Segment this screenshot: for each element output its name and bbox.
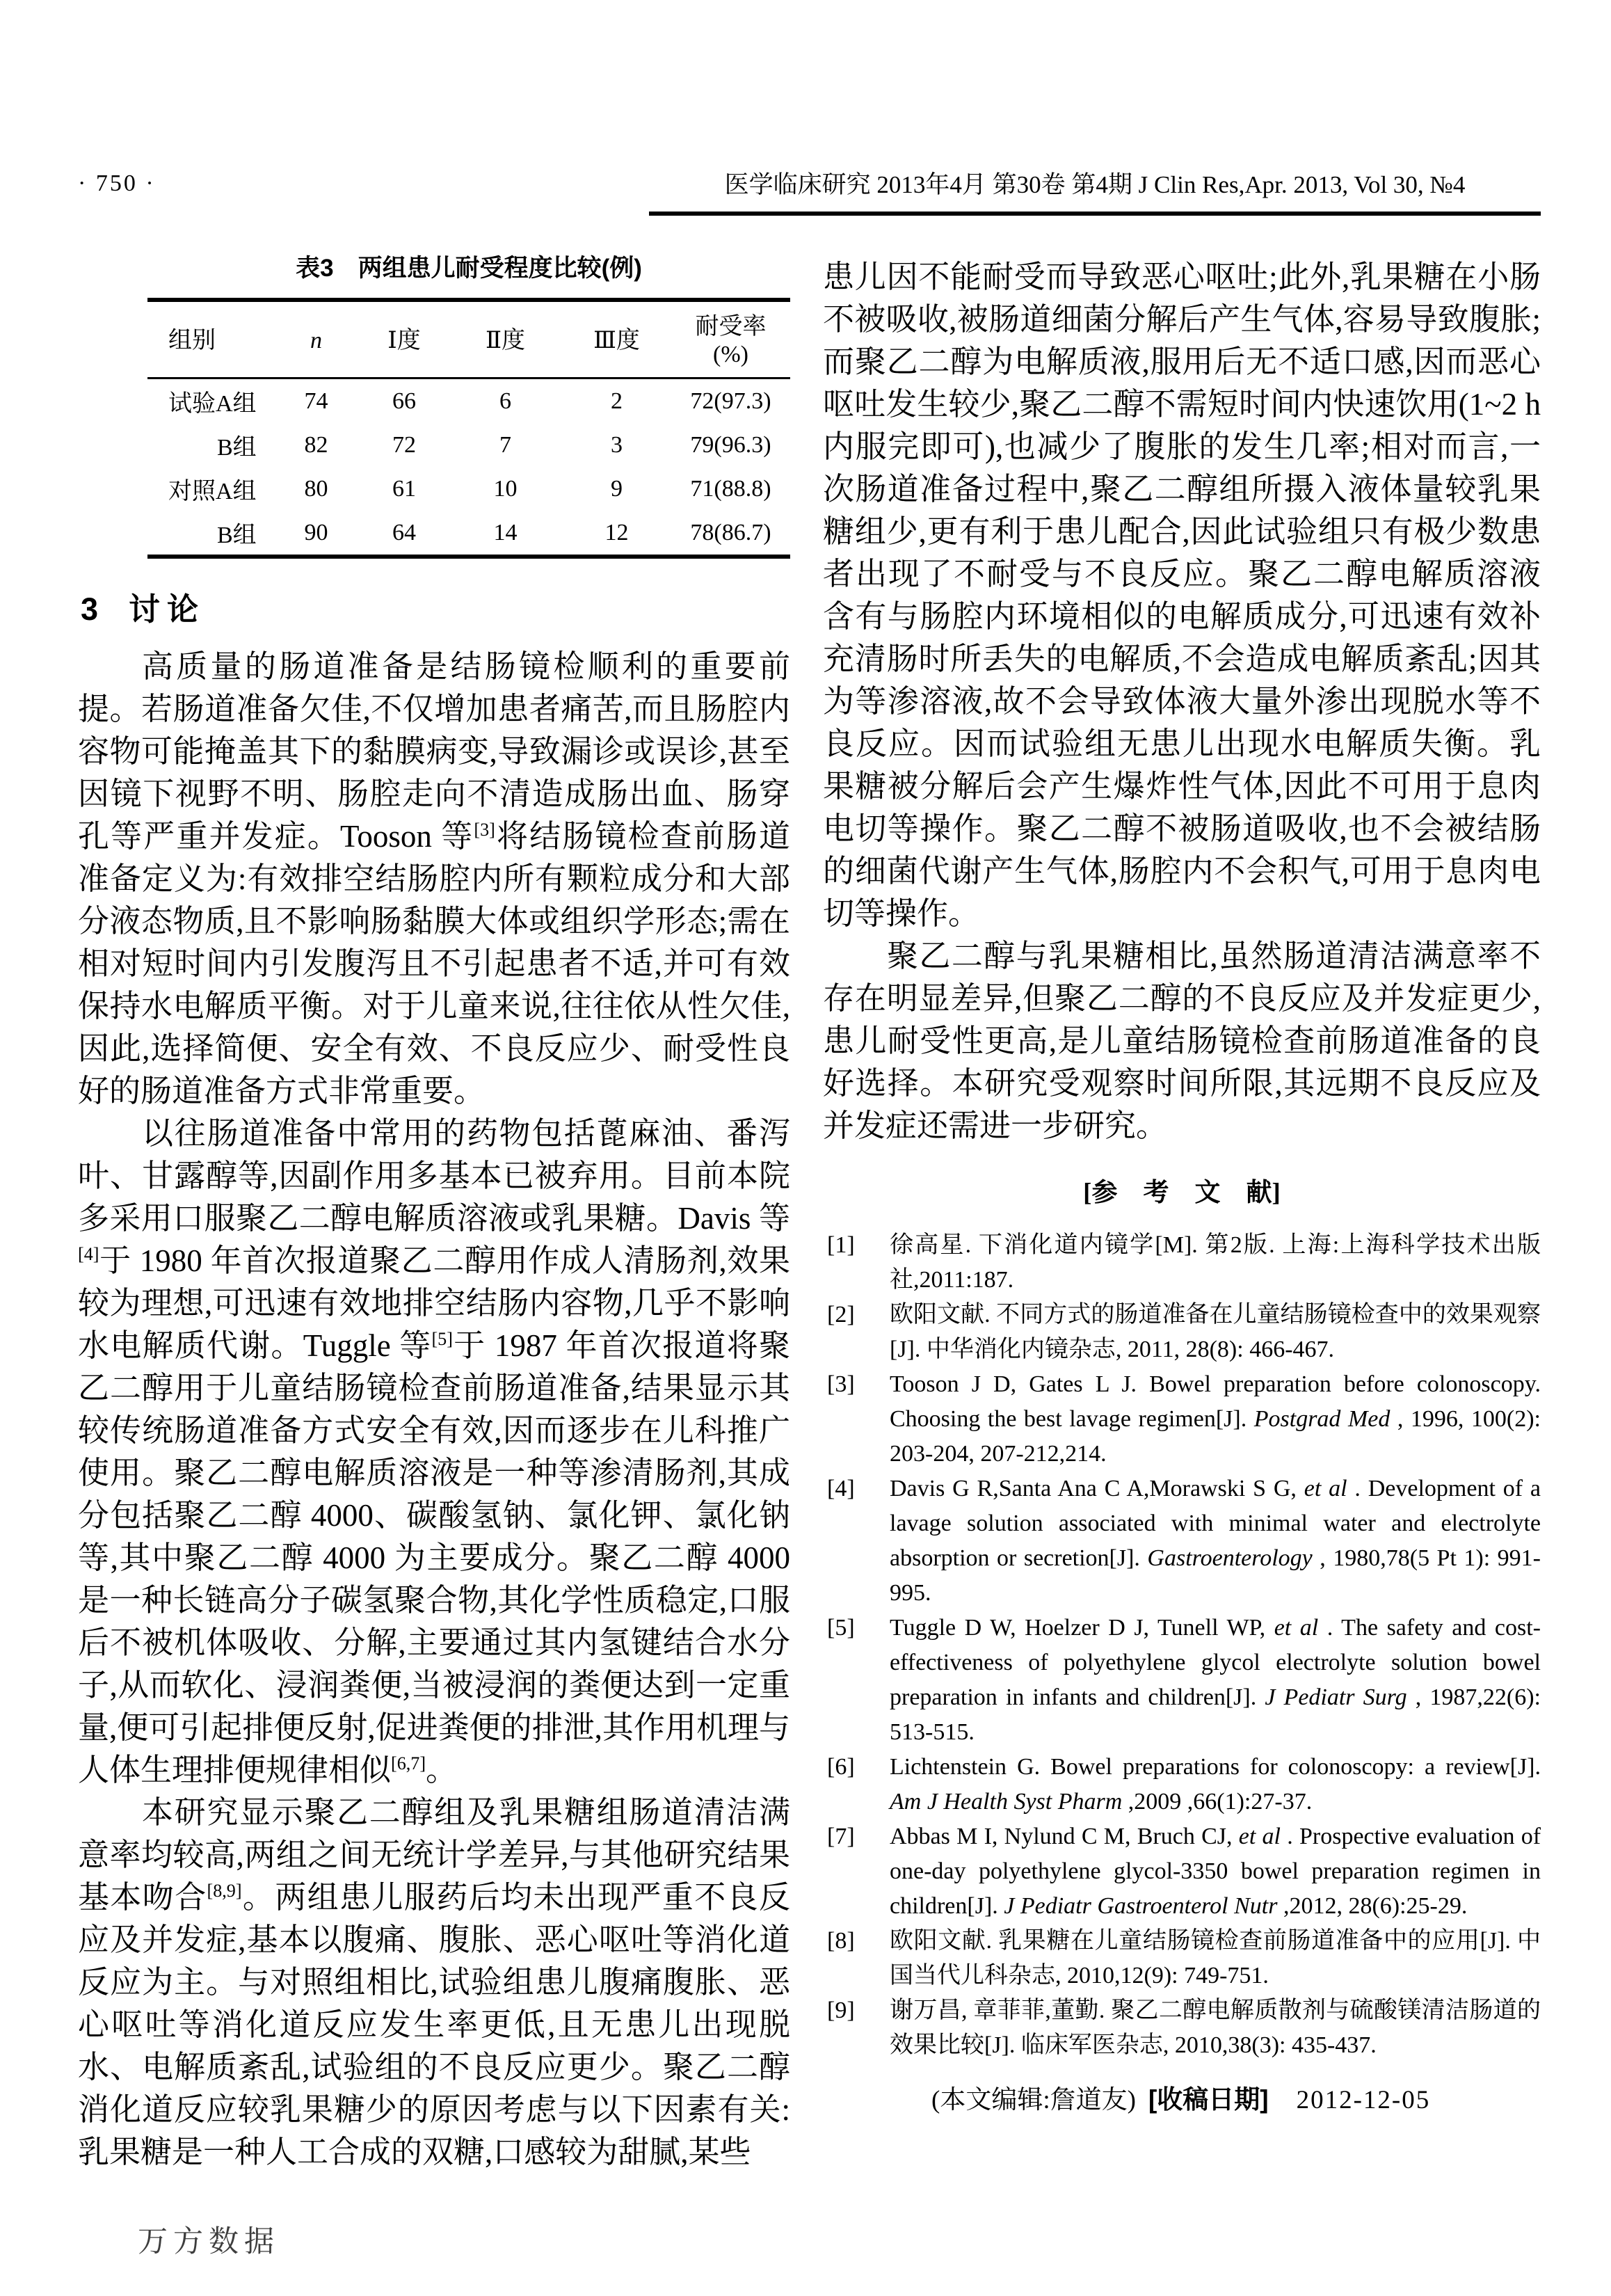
- table3-block: [147, 249, 790, 559]
- row-group-label: B组: [217, 435, 257, 461]
- italic-text: et al: [1274, 1615, 1319, 1641]
- table3-body: [147, 378, 790, 557]
- table-cell-value: 14: [493, 519, 518, 545]
- reference-text: Davis G R,Santa Ana C A,Morawski S G, et al . Development of a lavage solution associated with minimal water and electrolyte absorption or secretion[J]. Gastroenterology , 1980,78(5 Pt 1): 991-995.: [890, 1476, 1541, 1606]
- table3-col-header: Ⅲ度: [562, 300, 671, 378]
- section-heading: [81, 584, 790, 629]
- table-cell-value: 10: [493, 475, 518, 502]
- table-row: [147, 467, 790, 511]
- italic-text: Postgrad Med: [1253, 1406, 1390, 1432]
- table-cell-value: 79(96.3): [690, 431, 771, 458]
- table-cell-value: 72(97.3): [690, 388, 771, 414]
- table-cell-value: 64: [392, 519, 416, 545]
- table-cell-value: 74: [304, 388, 328, 414]
- table3-caption: 表3 两组患儿耐受程度比较(例): [296, 255, 642, 282]
- italic-text: et al: [1304, 1476, 1347, 1501]
- table3-header-row: [147, 300, 790, 378]
- table3-col-header: 耐受率 (%): [671, 300, 790, 378]
- table-row: [147, 511, 790, 557]
- reference-number: [1]: [827, 1232, 855, 1258]
- italic-text: Gastroenterology: [1147, 1545, 1313, 1571]
- table3-header: [147, 300, 790, 378]
- table-cell-value: 66: [392, 388, 416, 414]
- table-cell-value: 7: [499, 431, 511, 458]
- right-column: [823, 256, 1541, 2116]
- reference-item: [823, 1367, 1541, 1472]
- reference-item: [823, 1993, 1541, 2063]
- citation-superscript: [5]: [431, 1329, 453, 1349]
- table-cell-value: 2: [611, 388, 623, 414]
- received-date-label: [收稿日期]: [1148, 2085, 1269, 2114]
- reference-text: 欧阳文献. 乳果糖在儿童结肠镜检查前肠道准备中的应用[J]. 中国当代儿科杂志, 2010,12(9): 749-751.: [890, 1928, 1541, 1988]
- table-cell-value: 9: [611, 475, 623, 502]
- reference-item: [823, 1750, 1541, 1819]
- left-paragraphs: [78, 646, 790, 2174]
- table-cell-value: 82: [304, 431, 328, 458]
- table-row: [147, 423, 790, 467]
- italic-text: Am J Health Syst Pharm: [890, 1789, 1123, 1815]
- paragraph: 以往肠道准备中常用的药物包括蓖麻油、番泻叶、甘露醇等,因副作用多基本已被弃用。目前本院多采用口服聚乙二醇电解质溶液或乳果糖。Davis 等[4]于 1980 年首次报道聚乙二醇用作成人清肠剂,效果较为理想,可迅速有效地排空结肠内容物,几乎不影响水电解质代谢。Tuggle 等[5]于 1987 年首次报道将聚乙二醇用于儿童结肠镜检查前肠道准备,结果显示其较传统肠道准备方式安全有效,因而逐步在儿科推广使用。聚乙二醇电解质溶液是一种等渗清肠剂,其成分包括聚乙二醇 4000、碳酸氢钠、氯化钾、氯化钠等,其中聚乙二醇 4000 为主要成分。聚乙二醇 4000 是一种长链高分子碳氢聚合物,其化学性质稳定,口服后不被机体吸收、分解,主要通过其内氢键结合水分子,从而软化、浸润粪便,当被浸润的粪便达到一定重量,便可引起排便反射,促进粪便的排泄,其作用机理与人体生理排便规律相似[6,7]。: [78, 1116, 790, 1787]
- watermark-wanfang: 万方数据: [138, 2226, 280, 2258]
- reference-item: [823, 1298, 1541, 1367]
- reference-text: Tooson J D, Gates L J. Bowel preparation before colonoscopy. Choosing the best lavage regimen[J]. Postgrad Med , 1996, 100(2): 203-204, 207-212,214.: [890, 1371, 1541, 1467]
- citation-superscript: [3]: [474, 820, 495, 840]
- italic-text: J Pediatr Surg: [1265, 1684, 1407, 1710]
- table3-col-header: Ⅰ度: [360, 300, 449, 378]
- citation-superscript: [6,7]: [391, 1753, 426, 1773]
- right-paragraphs: [823, 256, 1541, 1147]
- paragraph: 聚乙二醇与乳果糖相比,虽然肠道清洁满意率不存在明显差异,但聚乙二醇的不良反应及并发症更少,患儿耐受性更高,是儿童结肠镜检查前肠道准备的良好选择。本研究受观察时间所限,其远期不良反应及并发症还需进一步研究。: [823, 939, 1541, 1143]
- citation-superscript: [4]: [78, 1244, 99, 1264]
- reference-item: [823, 1819, 1541, 1924]
- table-cell-value: 3: [611, 431, 623, 458]
- table-cell-value: 12: [604, 519, 629, 545]
- citation-superscript: [8,9]: [207, 1881, 242, 1901]
- table-cell-value: 61: [392, 475, 416, 502]
- page-number: · 750 ·: [78, 170, 156, 196]
- reference-number: [2]: [827, 1302, 855, 1328]
- reference-item: [823, 1472, 1541, 1611]
- row-group-label: 试验A组: [168, 391, 257, 417]
- reference-number: [3]: [827, 1371, 855, 1397]
- references-list: [823, 1228, 1541, 2063]
- reference-number: [5]: [827, 1615, 855, 1641]
- left-column: [78, 245, 790, 2174]
- reference-number: [7]: [827, 1824, 855, 1849]
- reference-number: [6]: [827, 1754, 855, 1780]
- editor-note: (本文编辑:詹道友): [931, 2086, 1136, 2114]
- italic-text: J Pediatr Gastroenterol Nutr: [1004, 1893, 1278, 1919]
- table-cell-value: 72: [392, 431, 416, 458]
- editor-footer: [823, 2078, 1541, 2116]
- paragraph: 本研究显示聚乙二醇组及乳果糖组肠道清洁满意率均较高,两组之间无统计学差异,与其他研究结果基本吻合[8,9]。两组患儿服药后均未出现严重不良反应及并发症,基本以腹痛、腹胀、恶心呕吐等消化道反应为主。与对照组相比,试验组患儿腹痛腹胀、恶心呕吐等消化道反应发生率更低,且无患儿出现脱水、电解质紊乱,试验组的不良反应更少。聚乙二醇消化道反应较乳果糖少的原因考虑与以下因素有关:乳果糖是一种人工合成的双糖,口感较为甜腻,某些: [78, 1795, 790, 2169]
- row-group-label: 对照A组: [168, 479, 257, 504]
- paragraph: 高质量的肠道准备是结肠镜检顺利的重要前提。若肠道准备欠佳,不仅增加患者痛苦,而且肠腔内容物可能掩盖其下的黏膜病变,导致漏诊或误诊,甚至因镜下视野不明、肠腔走向不清造成肠出血、肠穿孔等严重并发症。Tooson 等[3]将结肠镜检查前肠道准备定义为:有效排空结肠腔内所有颗粒成分和大部分液态物质,且不影响肠黏膜大体或组织学形态;需在相对短时间内引发腹泻且不引起患者不适,并可有效保持水电解质平衡。对于儿童来说,往往依从性欠佳,因此,选择简便、安全有效、不良反应少、耐受性良好的肠道准备方式非常重要。: [78, 649, 790, 1108]
- references-title: [参 考 文 献]: [1083, 1179, 1281, 1207]
- table3-col-header: 组别: [147, 300, 273, 378]
- table3: [147, 298, 790, 559]
- reference-text: 谢万昌, 章菲菲,董勤. 聚乙二醇电解质散剂与硫酸镁清洁肠道的效果比较[J]. 临床军医杂志, 2010,38(3): 435-437.: [890, 1998, 1541, 2058]
- table3-col-header: n: [273, 300, 360, 378]
- paragraph: 患儿因不能耐受而导致恶心呕吐;此外,乳果糖在小肠不被吸收,被肠道细菌分解后产生气体,容易导致腹胀;而聚乙二醇为电解质液,服用后无不适口感,因而恶心呕吐发生较少,聚乙二醇不需短时间内快速饮用(1~2 h 内服完即可),也减少了腹胀的发生几率;相对而言,一次肠道准备过程中,聚乙二醇组所摄入液体量较乳果糖组少,更有利于患儿配合,因此试验组只有极少数患者出现了不耐受与不良反应。聚乙二醇电解质溶液含有与肠腔内环境相似的电解质成分,可迅速有效补充清肠时所丢失的电解质,不会造成电解质紊乱;因其为等渗溶液,故不会导致体液大量外渗出现脱水等不良反应。因而试验组无患儿出现水电解质失衡。乳果糖被分解后会产生爆炸性气体,因此不可用于息肉电切等操作。聚乙二醇不被肠道吸收,也不会被结肠的细菌代谢产生气体,肠腔内不会积气,可用于息肉电切等操作。: [823, 260, 1541, 931]
- table-cell-value: 78(86.7): [690, 519, 771, 545]
- journal-header: 医学临床研究 2013年4月 第30卷 第4期 J Clin Res,Apr. 2013, Vol 30, №4: [649, 166, 1541, 216]
- received-date: 2012-12-05: [1296, 2086, 1431, 2114]
- table-cell-value: 71(88.8): [690, 475, 771, 502]
- table-cell-value: 80: [304, 475, 328, 502]
- table-cell-value: 90: [304, 519, 328, 545]
- row-group-label: B组: [217, 523, 257, 548]
- reference-number: [4]: [827, 1476, 855, 1501]
- reference-number: [9]: [827, 1998, 855, 2023]
- reference-text: Tuggle D W, Hoelzer D J, Tunell WP, et al . The safety and cost-effectiveness of polyethylene glycol electrolyte solution bowel preparation in infants and children[J]. J Pediatr Surg , 1987,22(6): 513-515.: [890, 1615, 1541, 1745]
- reference-item: [823, 1924, 1541, 1993]
- reference-item: [823, 1611, 1541, 1750]
- section-number: 3: [81, 591, 99, 627]
- reference-item: [823, 1228, 1541, 1298]
- reference-text: Abbas M I, Nylund C M, Bruch CJ, et al . Prospective evaluation of one-day polyethylene glycol-3350 bowel preparation regimen in children[J]. J Pediatr Gastroenterol Nutr ,2012, 28(6):25-29.: [890, 1824, 1541, 1919]
- table3-col-header: Ⅱ度: [449, 300, 562, 378]
- reference-text: 欧阳文献. 不同方式的肠道准备在儿童结肠镜检查中的效果观察[J]. 中华消化内镜杂志, 2011, 28(8): 466-467.: [890, 1302, 1541, 1362]
- reference-number: [8]: [827, 1928, 855, 1954]
- table-cell-value: 6: [499, 388, 511, 414]
- section-title: 讨论: [129, 591, 206, 627]
- reference-text: 徐高星. 下消化道内镜学[M]. 第2版. 上海:上海科学技术出版社,2011:187.: [890, 1232, 1541, 1293]
- table-row: [147, 378, 790, 424]
- italic-text: et al: [1238, 1824, 1281, 1849]
- reference-text: Lichtenstein G. Bowel preparations for colonoscopy: a review[J]. Am J Health Syst Pharm ,2009 ,66(1):27-37.: [890, 1754, 1541, 1815]
